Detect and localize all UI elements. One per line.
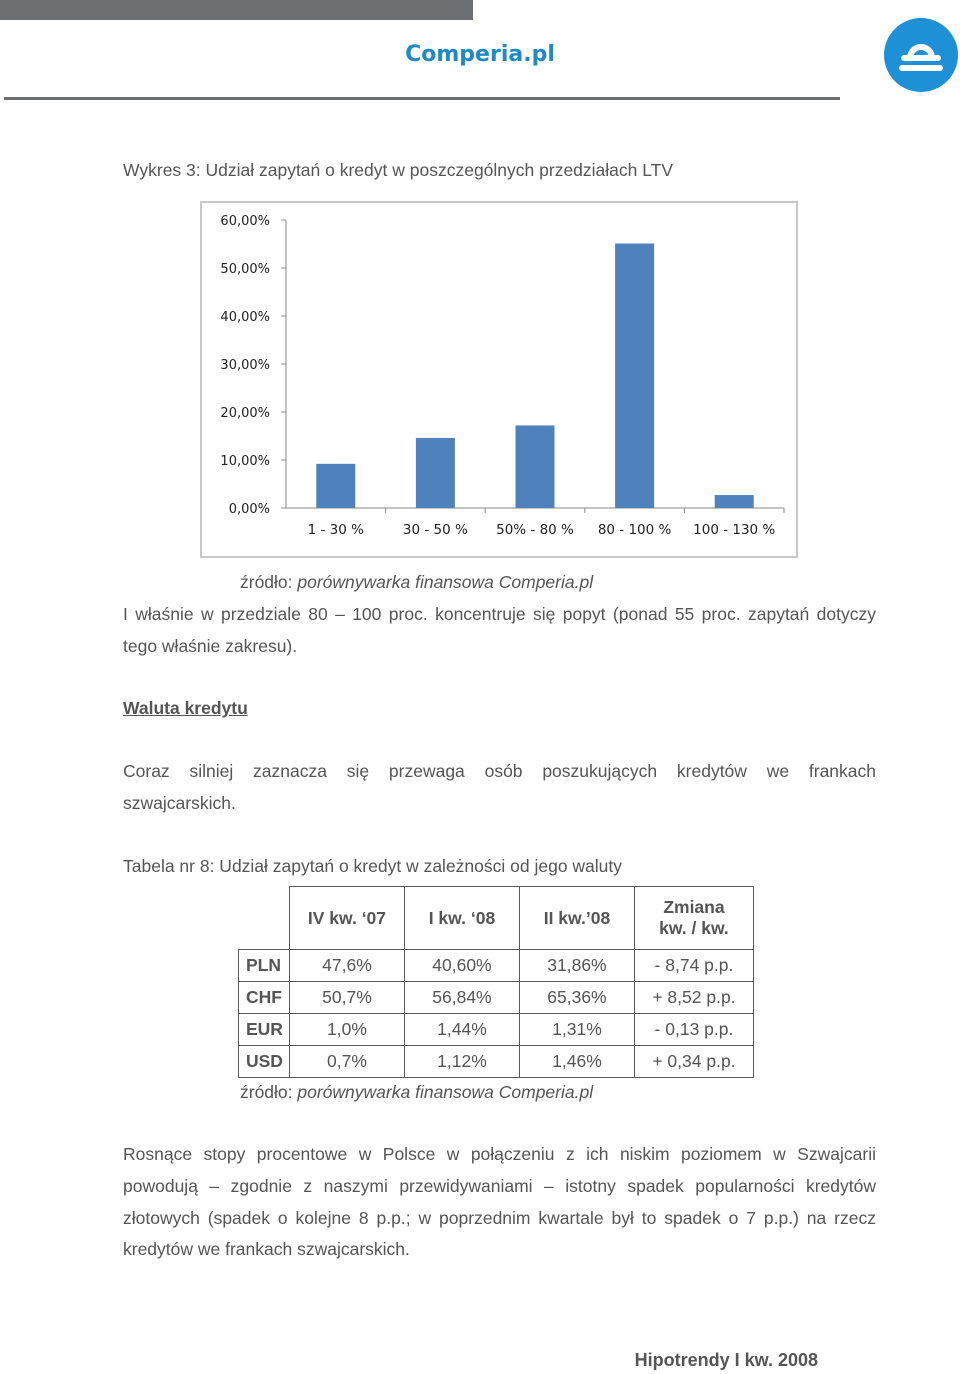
header-change-line-2: kw. / kw. bbox=[659, 918, 729, 938]
table-corner bbox=[239, 887, 290, 950]
paragraph-1-line-1: I właśnie w przedziale 80 – 100 proc. koncentruje się popyt (ponad 55 proc. zapytań dotyczy bbox=[123, 604, 876, 624]
paragraph-2-line-1: Coraz silniej zaznacza się przewaga osób poszukujących kredytów we frankach bbox=[123, 761, 876, 781]
header-change-line-1: Zmiana bbox=[663, 897, 725, 917]
x-tick-label: 80 - 100 % bbox=[597, 522, 672, 538]
header-divider bbox=[4, 97, 840, 100]
bar bbox=[615, 244, 654, 508]
y-tick-label: 0,00% bbox=[228, 502, 270, 517]
cell-value: 40,60% bbox=[404, 950, 519, 982]
cell-value: 0,7% bbox=[289, 1046, 404, 1078]
libra-scale-icon bbox=[884, 18, 958, 92]
table-source-text: porównywarka finansowa Comperia.pl bbox=[297, 1082, 594, 1102]
chart-source bbox=[240, 572, 593, 593]
cell-value: 65,36% bbox=[519, 982, 634, 1014]
table-row bbox=[239, 1014, 754, 1046]
y-tick-label: 30,00% bbox=[220, 358, 270, 373]
table-source-prefix: źródło: bbox=[240, 1082, 298, 1102]
cell-value: 1,0% bbox=[289, 1014, 404, 1046]
table-row bbox=[239, 982, 754, 1014]
y-tick-label: 10,00% bbox=[220, 454, 270, 469]
chart-caption: Wykres 3: Udział zapytań o kredyt w poszczególnych przedziałach LTV bbox=[123, 160, 674, 180]
header-bar bbox=[0, 0, 473, 20]
paragraph-3-line-4: kredytów we frankach szwajcarskich. bbox=[123, 1239, 410, 1259]
cell-value: 56,84% bbox=[404, 982, 519, 1014]
bar bbox=[316, 464, 355, 508]
x-tick-label: 100 - 130 % bbox=[693, 522, 776, 538]
cell-value: 1,12% bbox=[404, 1046, 519, 1078]
table-row bbox=[239, 950, 754, 982]
footer-title: Hipotrendy I kw. 2008 bbox=[634, 1350, 818, 1370]
bar bbox=[416, 438, 455, 508]
paragraph-3-line-1: Rosnące stopy procentowe w Polsce w połączeniu z ich niskim poziomem w Szwajcarii bbox=[123, 1144, 876, 1164]
table-header-row bbox=[239, 887, 754, 950]
cell-value: 50,7% bbox=[289, 982, 404, 1014]
cell-value: 1,46% bbox=[519, 1046, 634, 1078]
table-row bbox=[239, 1046, 754, 1078]
cell-value: 1,31% bbox=[519, 1014, 634, 1046]
x-tick-label: 30 - 50 % bbox=[402, 522, 468, 538]
table-source bbox=[240, 1082, 593, 1103]
cell-change: + 0,34 p.p. bbox=[634, 1046, 753, 1078]
y-tick-label: 60,00% bbox=[220, 214, 270, 229]
paragraph-1-line-2: tego właśnie zakresu). bbox=[123, 636, 298, 656]
chart-source-prefix: źródło: bbox=[240, 572, 298, 592]
currency-table bbox=[238, 886, 754, 1078]
chart-canvas bbox=[202, 203, 796, 556]
header-i-kw-08: I kw. ‘08 bbox=[404, 887, 519, 950]
ltv-bar-chart bbox=[200, 201, 798, 558]
bar bbox=[715, 495, 754, 508]
paragraph-2-line-2: szwajcarskich. bbox=[123, 793, 236, 813]
bar bbox=[516, 425, 555, 508]
cell-change: - 8,74 p.p. bbox=[634, 950, 753, 982]
row-label: CHF bbox=[239, 982, 290, 1014]
section-heading: Waluta kredytu bbox=[123, 698, 248, 718]
header-ii-kw-08: II kw.’08 bbox=[519, 887, 634, 950]
cell-change: - 0,13 p.p. bbox=[634, 1014, 753, 1046]
table-caption: Tabela nr 8: Udział zapytań o kredyt w zależności od jego waluty bbox=[123, 856, 623, 876]
x-tick-label: 50% - 80 % bbox=[496, 522, 574, 538]
x-tick-label: 1 - 30 % bbox=[307, 522, 364, 538]
chart-source-text: porównywarka finansowa Comperia.pl bbox=[297, 572, 594, 592]
cell-change: + 8,52 p.p. bbox=[634, 982, 753, 1014]
brand-title: Comperia.pl bbox=[405, 42, 555, 67]
header-iv-kw-07: IV kw. ‘07 bbox=[289, 887, 404, 950]
y-tick-label: 50,00% bbox=[220, 262, 270, 277]
row-label: EUR bbox=[239, 1014, 290, 1046]
cell-value: 47,6% bbox=[289, 950, 404, 982]
cell-value: 1,44% bbox=[404, 1014, 519, 1046]
paragraph-3-line-2: powodują – zgodnie z naszymi przewidywaniami – istotny spadek popularności kredytów bbox=[123, 1176, 876, 1196]
y-tick-label: 20,00% bbox=[220, 406, 270, 421]
paragraph-3-line-3: złotowych (spadek o kolejne 8 p.p.; w poprzednim kwartale był to spadek o 7 p.p.) na rzecz bbox=[123, 1208, 876, 1228]
row-label: USD bbox=[239, 1046, 290, 1078]
cell-value: 31,86% bbox=[519, 950, 634, 982]
row-label: PLN bbox=[239, 950, 290, 982]
y-tick-label: 40,00% bbox=[220, 310, 270, 325]
header-change bbox=[634, 887, 753, 950]
